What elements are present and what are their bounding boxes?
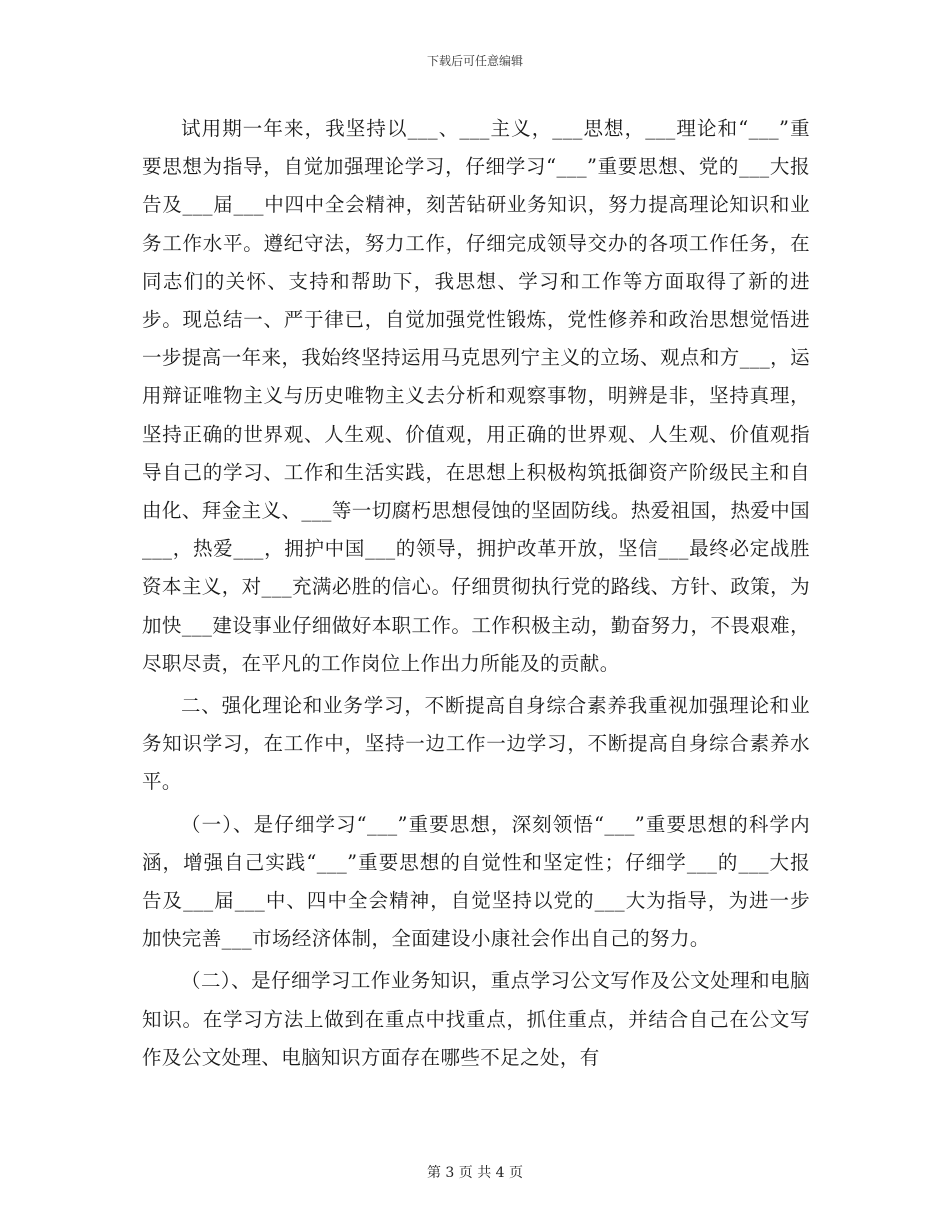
- document-body: [142, 110, 810, 1077]
- paragraph-4: （二）、是仔细学习工作业务知识，重点学习公文写作及公文处理和电脑知识。在学习方法上做到在重点中找重点，抓住重点，并结合自己在公文写作及公文处理、电脑知识方面存在哪些不足之处，有: [142, 969, 810, 1069]
- paragraph-3: （一）、是仔细学习“___”重要思想，深刻领悟“___”重要思想的科学内涵，增强自己实践“___”重要思想的自觉性和坚定性；仔细学___的___大报告及___届___中、四中全会精神，自觉坚持以党的___大为指导，为进一步加快完善___市场经济体制，全面建设小康社会作出自己的努力。: [142, 812, 810, 951]
- paragraph-2: 二、强化理论和业务学习，不断提高自身综合素养我重视加强理论和业务知识学习，在工作中，坚持一边工作一边学习，不断提高自身综合素养水平。: [142, 694, 810, 794]
- header-note: 下载后可任意编辑: [426, 54, 523, 68]
- paragraph-1: 试用期一年来，我坚持以___、___主义，___思想，___理论和“___”重要思想为指导，自觉加强理论学习，仔细学习“___”重要思想、党的___大报告及___届___中四中全会精神，刻苦钻研业务知识，努力提高理论知识和业务工作水平。遵纪守法，努力工作，仔细完成领导交办的各项工作任务，在同志们的关怀、支持和帮助下，我思想、学习和工作等方面取得了新的进步。现总结一、严于律已，自觉加强党性锻炼，党性修养和政治思想觉悟进一步提高一年来，我始终坚持运用马克思列宁主义的立场、观点和方___，运用辩证唯物主义与历史唯物主义去分析和观察事物，明辨是非，坚持真理，坚持正确的世界观、人生观、价值观，用正确的世界观、人生观、价值观指导自己的学习、工作和生活实践，在思想上积极构筑抵御资产阶级民主和自由化、拜金主义、___等一切腐朽思想侵蚀的坚固防线。热爱祖国，热爱中国___，热爱___，拥护中国___的领导，拥护改革开放，坚信___最终必定战胜资本主义，对___充满必胜的信心。仔细贯彻执行党的路线、方针、政策，为加快___建设事业仔细做好本职工作。工作积极主动，勤奋努力，不畏艰难，尽职尽责，在平凡的工作岗位上作出力所能及的贡献。: [142, 117, 810, 675]
- page-indicator: 第 3 页 共 4 页: [426, 1165, 524, 1181]
